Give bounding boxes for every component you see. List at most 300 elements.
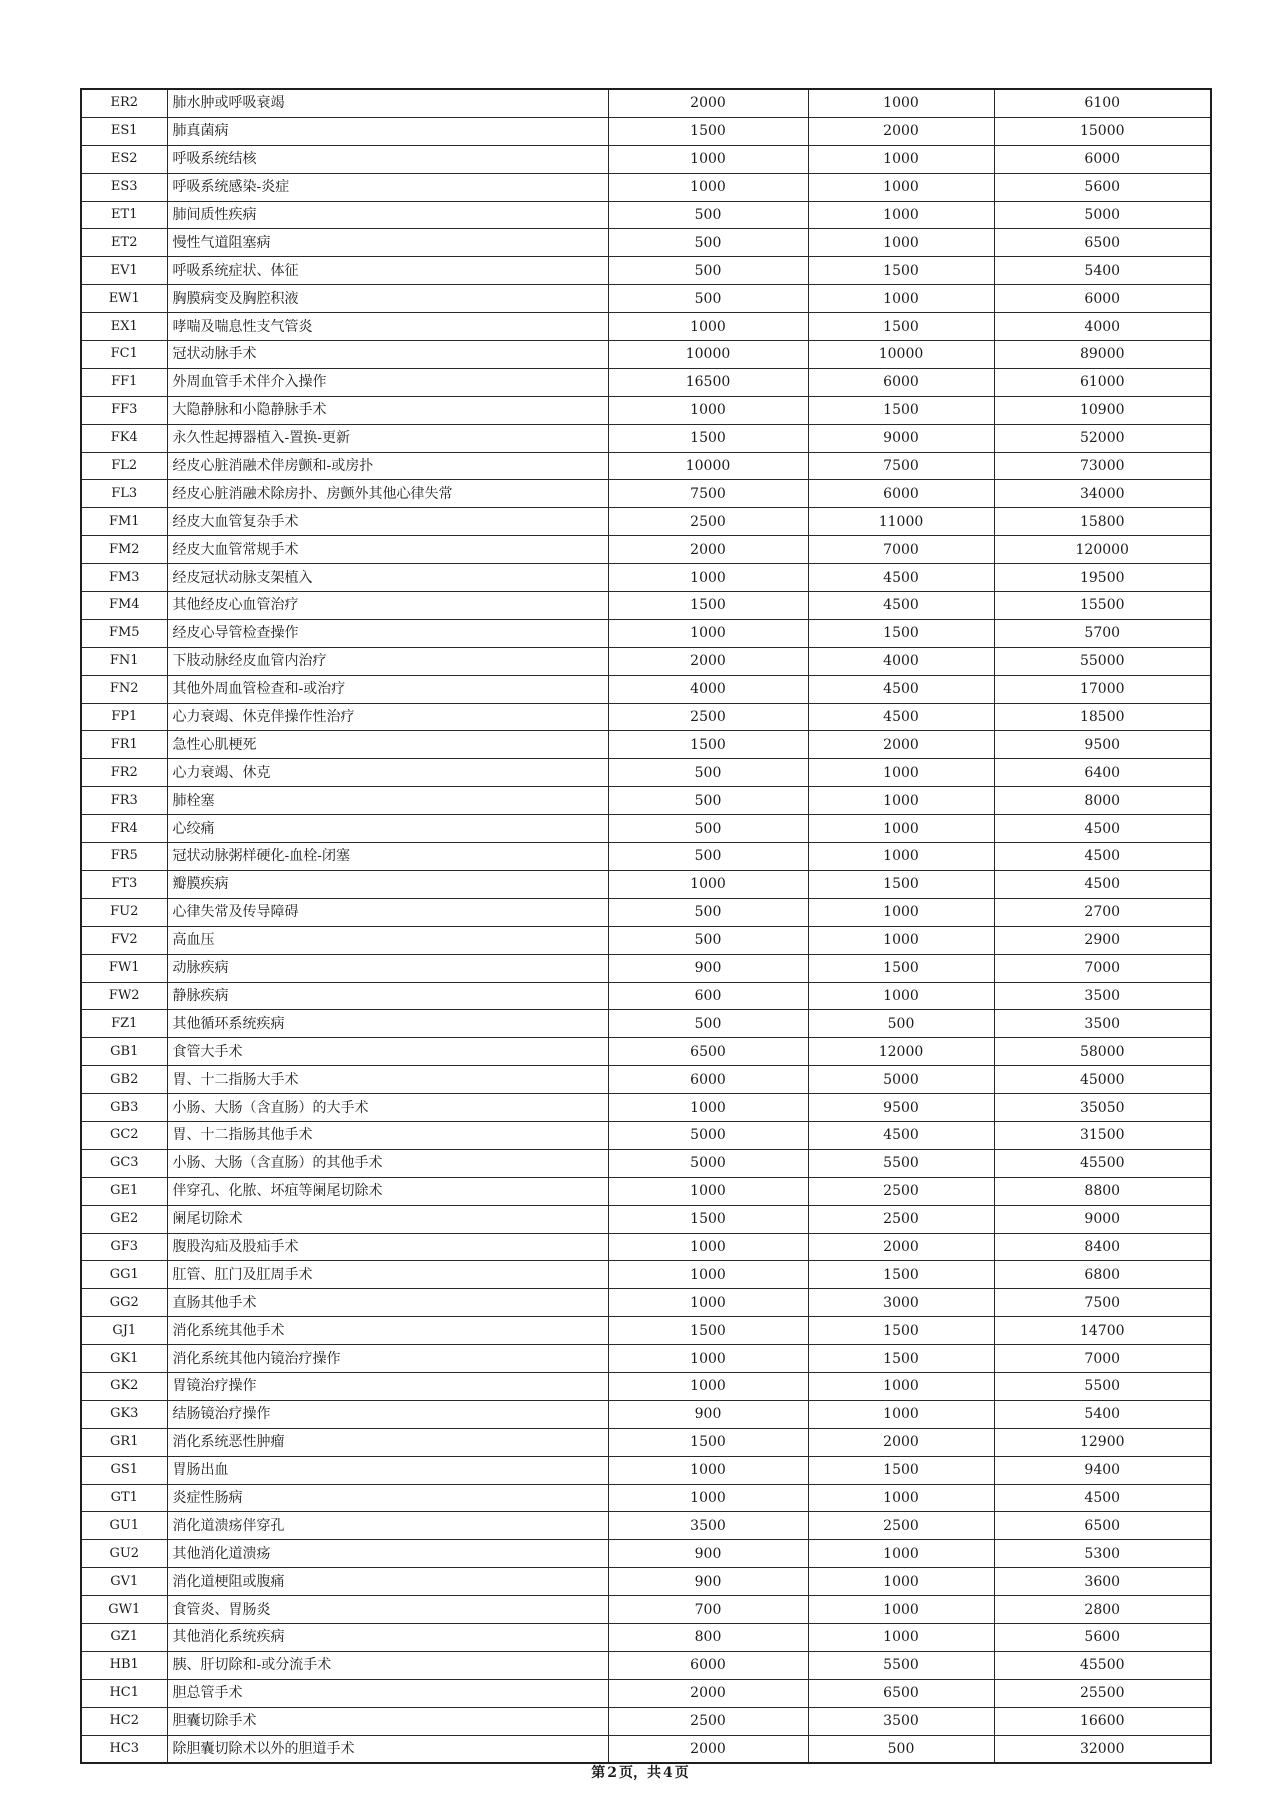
amount-2-cell: 2000 [808, 1233, 994, 1261]
drg-name-cell: 经皮大血管常规手术 [167, 536, 608, 564]
amount-3-cell: 120000 [994, 536, 1211, 564]
table-row [81, 285, 1211, 313]
amount-1-cell: 500 [608, 1010, 808, 1038]
drg-code-cell: FZ1 [81, 1010, 167, 1038]
drg-name-cell: 消化道梗阻或腹痛 [167, 1568, 608, 1596]
table-row [81, 89, 1211, 117]
table-row [81, 1121, 1211, 1149]
amount-3-cell: 5500 [994, 1372, 1211, 1400]
amount-1-cell: 1000 [608, 1484, 808, 1512]
amount-1-cell: 2500 [608, 703, 808, 731]
amount-1-cell: 500 [608, 257, 808, 285]
amount-2-cell: 1500 [808, 257, 994, 285]
amount-1-cell: 5000 [608, 1121, 808, 1149]
amount-3-cell: 6000 [994, 285, 1211, 313]
drg-code-cell: FW2 [81, 982, 167, 1010]
amount-3-cell: 10900 [994, 396, 1211, 424]
amount-2-cell: 1000 [808, 1372, 994, 1400]
table-row [81, 508, 1211, 536]
table-row [81, 759, 1211, 787]
drg-name-cell: 除胆囊切除术以外的胆道手术 [167, 1735, 608, 1763]
drg-name-cell: 哮喘及喘息性支气管炎 [167, 313, 608, 341]
amount-1-cell: 2000 [608, 647, 808, 675]
drg-name-cell: 肺真菌病 [167, 117, 608, 145]
table-row [81, 1317, 1211, 1345]
drg-name-cell: 小肠、大肠（含直肠）的大手术 [167, 1094, 608, 1122]
amount-3-cell: 2900 [994, 926, 1211, 954]
drg-code-cell: FR4 [81, 815, 167, 843]
total-page-count: 4 [663, 1765, 673, 1781]
amount-3-cell: 8800 [994, 1177, 1211, 1205]
table-row [81, 145, 1211, 173]
amount-3-cell: 15800 [994, 508, 1211, 536]
drg-code-cell: FM3 [81, 564, 167, 592]
amount-2-cell: 1000 [808, 843, 994, 871]
table-row [81, 117, 1211, 145]
amount-2-cell: 2000 [808, 117, 994, 145]
drg-name-cell: 胃镜治疗操作 [167, 1372, 608, 1400]
drg-name-cell: 其他消化系统疾病 [167, 1623, 608, 1651]
table-row [81, 647, 1211, 675]
drg-name-cell: 食管大手术 [167, 1038, 608, 1066]
amount-3-cell: 55000 [994, 647, 1211, 675]
table-row [81, 1623, 1211, 1651]
drg-code-cell: FF3 [81, 396, 167, 424]
drg-name-cell: 阑尾切除术 [167, 1205, 608, 1233]
drg-code-cell: FN1 [81, 647, 167, 675]
amount-1-cell: 1500 [608, 117, 808, 145]
drg-name-cell: 胃、十二指肠大手术 [167, 1066, 608, 1094]
table-row [81, 1568, 1211, 1596]
drg-code-cell: GG2 [81, 1289, 167, 1317]
table-row [81, 1456, 1211, 1484]
table-row [81, 843, 1211, 871]
drg-code-cell: FV2 [81, 926, 167, 954]
drg-code-cell: GU2 [81, 1540, 167, 1568]
drg-code-cell: ES3 [81, 173, 167, 201]
drg-code-cell: FM4 [81, 592, 167, 620]
amount-1-cell: 1000 [608, 1094, 808, 1122]
drg-code-cell: FK4 [81, 424, 167, 452]
amount-3-cell: 89000 [994, 341, 1211, 369]
amount-2-cell: 11000 [808, 508, 994, 536]
table-row [81, 1651, 1211, 1679]
amount-3-cell: 3500 [994, 1010, 1211, 1038]
table-row [81, 1289, 1211, 1317]
drg-code-cell: EW1 [81, 285, 167, 313]
drg-name-cell: 其他经皮心血管治疗 [167, 592, 608, 620]
drg-code-cell: FW1 [81, 954, 167, 982]
table-row [81, 1735, 1211, 1763]
amount-1-cell: 800 [608, 1623, 808, 1651]
amount-3-cell: 3600 [994, 1568, 1211, 1596]
amount-3-cell: 32000 [994, 1735, 1211, 1763]
amount-2-cell: 1000 [808, 1540, 994, 1568]
table-row [81, 1177, 1211, 1205]
amount-3-cell: 8000 [994, 787, 1211, 815]
table-row [81, 1345, 1211, 1373]
amount-3-cell: 4500 [994, 843, 1211, 871]
drg-name-cell: 直肠其他手术 [167, 1289, 608, 1317]
amount-2-cell: 9500 [808, 1094, 994, 1122]
drg-code-cell: GK3 [81, 1400, 167, 1428]
table-body [81, 89, 1211, 1763]
drg-name-cell: 消化系统其他手术 [167, 1317, 608, 1345]
amount-2-cell: 7000 [808, 536, 994, 564]
drg-code-cell: FM1 [81, 508, 167, 536]
drg-name-cell: 慢性气道阻塞病 [167, 229, 608, 257]
amount-1-cell: 900 [608, 1540, 808, 1568]
footer-middle: 页，共 [619, 1765, 661, 1781]
amount-3-cell: 4500 [994, 1484, 1211, 1512]
amount-3-cell: 2800 [994, 1596, 1211, 1624]
drg-code-cell: FM5 [81, 619, 167, 647]
drg-name-cell: 下肢动脉经皮血管内治疗 [167, 647, 608, 675]
current-page-number: 2 [607, 1765, 617, 1781]
amount-2-cell: 2500 [808, 1177, 994, 1205]
amount-1-cell: 2500 [608, 1707, 808, 1735]
amount-3-cell: 5600 [994, 173, 1211, 201]
amount-2-cell: 6000 [808, 368, 994, 396]
table-row [81, 675, 1211, 703]
amount-2-cell: 1000 [808, 1596, 994, 1624]
drg-code-cell: GE2 [81, 1205, 167, 1233]
drg-code-cell: GR1 [81, 1428, 167, 1456]
table-row [81, 1707, 1211, 1735]
drg-code-cell: FR3 [81, 787, 167, 815]
amount-1-cell: 2000 [608, 1735, 808, 1763]
amount-1-cell: 500 [608, 229, 808, 257]
amount-2-cell: 7500 [808, 452, 994, 480]
amount-1-cell: 500 [608, 926, 808, 954]
amount-3-cell: 2700 [994, 898, 1211, 926]
amount-2-cell: 1500 [808, 1261, 994, 1289]
drg-name-cell: 急性心肌梗死 [167, 731, 608, 759]
amount-1-cell: 5000 [608, 1149, 808, 1177]
amount-3-cell: 19500 [994, 564, 1211, 592]
amount-1-cell: 1000 [608, 1233, 808, 1261]
amount-2-cell: 3500 [808, 1707, 994, 1735]
amount-2-cell: 1000 [808, 285, 994, 313]
drg-code-cell: HC2 [81, 1707, 167, 1735]
amount-2-cell: 9000 [808, 424, 994, 452]
amount-2-cell: 4000 [808, 647, 994, 675]
drg-code-cell: GB3 [81, 1094, 167, 1122]
drg-code-cell: GC3 [81, 1149, 167, 1177]
amount-2-cell: 500 [808, 1735, 994, 1763]
amount-1-cell: 1000 [608, 1289, 808, 1317]
drg-code-cell: GB2 [81, 1066, 167, 1094]
drg-name-cell: 瓣膜疾病 [167, 870, 608, 898]
drg-name-cell: 其他外周血管检查和-或治疗 [167, 675, 608, 703]
table-row [81, 1540, 1211, 1568]
amount-1-cell: 3500 [608, 1512, 808, 1540]
amount-2-cell: 4500 [808, 1121, 994, 1149]
drg-name-cell: 消化系统其他内镜治疗操作 [167, 1345, 608, 1373]
amount-2-cell: 6000 [808, 480, 994, 508]
table-row [81, 1094, 1211, 1122]
table-row [81, 257, 1211, 285]
drg-name-cell: 心绞痛 [167, 815, 608, 843]
table-row [81, 1149, 1211, 1177]
amount-1-cell: 500 [608, 201, 808, 229]
drg-name-cell: 小肠、大肠（含直肠）的其他手术 [167, 1149, 608, 1177]
drg-code-cell: FF1 [81, 368, 167, 396]
table-row [81, 898, 1211, 926]
drg-code-cell: GK1 [81, 1345, 167, 1373]
amount-3-cell: 14700 [994, 1317, 1211, 1345]
drg-name-cell: 胸膜病变及胸腔积液 [167, 285, 608, 313]
drg-name-cell: 呼吸系统结核 [167, 145, 608, 173]
drg-name-cell: 胆囊切除手术 [167, 1707, 608, 1735]
amount-2-cell: 5000 [808, 1066, 994, 1094]
drg-code-cell: FL2 [81, 452, 167, 480]
amount-1-cell: 500 [608, 843, 808, 871]
amount-1-cell: 1000 [608, 564, 808, 592]
amount-3-cell: 7500 [994, 1289, 1211, 1317]
table-row [81, 536, 1211, 564]
amount-1-cell: 1500 [608, 1317, 808, 1345]
drg-code-cell: FN2 [81, 675, 167, 703]
drg-code-cell: ES2 [81, 145, 167, 173]
table-row [81, 1205, 1211, 1233]
table-row [81, 703, 1211, 731]
amount-3-cell: 45500 [994, 1651, 1211, 1679]
amount-3-cell: 45500 [994, 1149, 1211, 1177]
amount-1-cell: 500 [608, 815, 808, 843]
drg-name-cell: 肛管、肛门及肛周手术 [167, 1261, 608, 1289]
amount-1-cell: 1000 [608, 313, 808, 341]
table-row [81, 870, 1211, 898]
table-row [81, 1512, 1211, 1540]
drg-name-cell: 食管炎、胃肠炎 [167, 1596, 608, 1624]
drg-name-cell: 冠状动脉手术 [167, 341, 608, 369]
amount-3-cell: 7000 [994, 954, 1211, 982]
drg-code-cell: HB1 [81, 1651, 167, 1679]
amount-1-cell: 2000 [608, 536, 808, 564]
table-row [81, 619, 1211, 647]
amount-3-cell: 61000 [994, 368, 1211, 396]
footer-suffix: 页 [674, 1765, 689, 1781]
drg-code-cell: FR2 [81, 759, 167, 787]
amount-1-cell: 6000 [608, 1066, 808, 1094]
drg-code-cell: FR1 [81, 731, 167, 759]
drg-name-cell: 胰、肝切除和-或分流手术 [167, 1651, 608, 1679]
amount-3-cell: 35050 [994, 1094, 1211, 1122]
table-row [81, 1261, 1211, 1289]
amount-2-cell: 4500 [808, 592, 994, 620]
amount-3-cell: 16600 [994, 1707, 1211, 1735]
amount-2-cell: 10000 [808, 341, 994, 369]
amount-2-cell: 3000 [808, 1289, 994, 1317]
amount-2-cell: 1500 [808, 954, 994, 982]
amount-3-cell: 7000 [994, 1345, 1211, 1373]
amount-2-cell: 1000 [808, 787, 994, 815]
amount-1-cell: 1500 [608, 1428, 808, 1456]
amount-3-cell: 6000 [994, 145, 1211, 173]
amount-3-cell: 8400 [994, 1233, 1211, 1261]
table-row [81, 1066, 1211, 1094]
amount-3-cell: 5700 [994, 619, 1211, 647]
drg-name-cell: 经皮心脏消融术伴房颤和-或房扑 [167, 452, 608, 480]
drg-name-cell: 胃肠出血 [167, 1456, 608, 1484]
drg-code-cell: EX1 [81, 313, 167, 341]
amount-3-cell: 5400 [994, 1400, 1211, 1428]
amount-1-cell: 500 [608, 285, 808, 313]
drg-code-cell: GJ1 [81, 1317, 167, 1345]
table-row [81, 341, 1211, 369]
amount-2-cell: 1000 [808, 145, 994, 173]
table-row [81, 787, 1211, 815]
footer-prefix: 第 [591, 1765, 606, 1781]
amount-1-cell: 500 [608, 759, 808, 787]
table-row [81, 1679, 1211, 1707]
amount-1-cell: 700 [608, 1596, 808, 1624]
table-row [81, 982, 1211, 1010]
amount-2-cell: 1500 [808, 1456, 994, 1484]
drg-code-cell: FU2 [81, 898, 167, 926]
drg-name-cell: 心力衰竭、休克伴操作性治疗 [167, 703, 608, 731]
amount-3-cell: 45000 [994, 1066, 1211, 1094]
amount-1-cell: 500 [608, 787, 808, 815]
drg-name-cell: 高血压 [167, 926, 608, 954]
drg-code-cell: GU1 [81, 1512, 167, 1540]
table-row [81, 229, 1211, 257]
drg-name-cell: 胃、十二指肠其他手术 [167, 1121, 608, 1149]
table-row [81, 452, 1211, 480]
amount-2-cell: 1500 [808, 313, 994, 341]
drg-name-cell: 腹股沟疝及股疝手术 [167, 1233, 608, 1261]
amount-2-cell: 500 [808, 1010, 994, 1038]
amount-2-cell: 2500 [808, 1512, 994, 1540]
amount-2-cell: 12000 [808, 1038, 994, 1066]
drg-name-cell: 经皮心脏消融术除房扑、房颤外其他心律失常 [167, 480, 608, 508]
amount-3-cell: 4500 [994, 870, 1211, 898]
amount-2-cell: 1000 [808, 1623, 994, 1651]
amount-2-cell: 1000 [808, 173, 994, 201]
amount-2-cell: 1500 [808, 1345, 994, 1373]
amount-1-cell: 900 [608, 954, 808, 982]
amount-3-cell: 4000 [994, 313, 1211, 341]
amount-2-cell: 2000 [808, 1428, 994, 1456]
amount-3-cell: 6500 [994, 1512, 1211, 1540]
table-row [81, 1428, 1211, 1456]
amount-1-cell: 1000 [608, 1456, 808, 1484]
drg-code-cell: GF3 [81, 1233, 167, 1261]
amount-3-cell: 6400 [994, 759, 1211, 787]
drg-name-cell: 肺间质性疾病 [167, 201, 608, 229]
amount-2-cell: 2500 [808, 1205, 994, 1233]
drg-name-cell: 永久性起搏器植入-置换-更新 [167, 424, 608, 452]
table-row [81, 1233, 1211, 1261]
table-row [81, 926, 1211, 954]
amount-3-cell: 17000 [994, 675, 1211, 703]
amount-1-cell: 4000 [608, 675, 808, 703]
amount-3-cell: 12900 [994, 1428, 1211, 1456]
amount-2-cell: 4500 [808, 703, 994, 731]
drg-name-cell: 呼吸系统感染-炎症 [167, 173, 608, 201]
drg-name-cell: 静脉疾病 [167, 982, 608, 1010]
amount-3-cell: 5300 [994, 1540, 1211, 1568]
amount-3-cell: 5600 [994, 1623, 1211, 1651]
amount-3-cell: 15500 [994, 592, 1211, 620]
amount-2-cell: 5500 [808, 1149, 994, 1177]
amount-3-cell: 6100 [994, 89, 1211, 117]
amount-3-cell: 6500 [994, 229, 1211, 257]
drg-name-cell: 胆总管手术 [167, 1679, 608, 1707]
amount-2-cell: 1000 [808, 898, 994, 926]
drg-name-cell: 外周血管手术伴介入操作 [167, 368, 608, 396]
amount-2-cell: 1500 [808, 1317, 994, 1345]
drg-name-cell: 消化系统恶性肿瘤 [167, 1428, 608, 1456]
amount-2-cell: 5500 [808, 1651, 994, 1679]
amount-1-cell: 2500 [608, 508, 808, 536]
drg-code-cell: ER2 [81, 89, 167, 117]
drg-code-cell: HC3 [81, 1735, 167, 1763]
table-row [81, 731, 1211, 759]
drg-name-cell: 肺栓塞 [167, 787, 608, 815]
amount-2-cell: 4500 [808, 675, 994, 703]
amount-3-cell: 15000 [994, 117, 1211, 145]
table-row [81, 424, 1211, 452]
amount-1-cell: 2000 [608, 89, 808, 117]
drg-code-cell: GB1 [81, 1038, 167, 1066]
amount-1-cell: 900 [608, 1568, 808, 1596]
amount-2-cell: 1000 [808, 1484, 994, 1512]
drg-code-cell: FC1 [81, 341, 167, 369]
table-row [81, 815, 1211, 843]
amount-3-cell: 25500 [994, 1679, 1211, 1707]
drg-rate-table [80, 88, 1212, 1764]
amount-1-cell: 600 [608, 982, 808, 1010]
drg-name-cell: 消化道溃疡伴穿孔 [167, 1512, 608, 1540]
drg-code-cell: GV1 [81, 1568, 167, 1596]
table-row [81, 592, 1211, 620]
table-row [81, 1596, 1211, 1624]
drg-name-cell: 大隐静脉和小隐静脉手术 [167, 396, 608, 424]
amount-2-cell: 1000 [808, 1400, 994, 1428]
amount-2-cell: 1000 [808, 926, 994, 954]
amount-3-cell: 18500 [994, 703, 1211, 731]
amount-1-cell: 1500 [608, 1205, 808, 1233]
amount-3-cell: 9400 [994, 1456, 1211, 1484]
amount-2-cell: 1000 [808, 201, 994, 229]
page-footer [0, 1762, 1280, 1782]
drg-code-cell: ES1 [81, 117, 167, 145]
drg-code-cell: GZ1 [81, 1623, 167, 1651]
amount-2-cell: 1000 [808, 89, 994, 117]
amount-1-cell: 1000 [608, 1261, 808, 1289]
table-row [81, 1372, 1211, 1400]
table-row [81, 201, 1211, 229]
table-row [81, 1038, 1211, 1066]
table-row [81, 313, 1211, 341]
amount-2-cell: 1000 [808, 229, 994, 257]
drg-code-cell: FL3 [81, 480, 167, 508]
drg-name-cell: 经皮大血管复杂手术 [167, 508, 608, 536]
drg-code-cell: GG1 [81, 1261, 167, 1289]
drg-code-cell: FP1 [81, 703, 167, 731]
amount-1-cell: 1000 [608, 870, 808, 898]
amount-2-cell: 1000 [808, 815, 994, 843]
drg-code-cell: FT3 [81, 870, 167, 898]
amount-3-cell: 5000 [994, 201, 1211, 229]
amount-1-cell: 10000 [608, 452, 808, 480]
table-row [81, 564, 1211, 592]
drg-code-cell: GK2 [81, 1372, 167, 1400]
drg-name-cell: 炎症性肠病 [167, 1484, 608, 1512]
amount-1-cell: 1000 [608, 1372, 808, 1400]
